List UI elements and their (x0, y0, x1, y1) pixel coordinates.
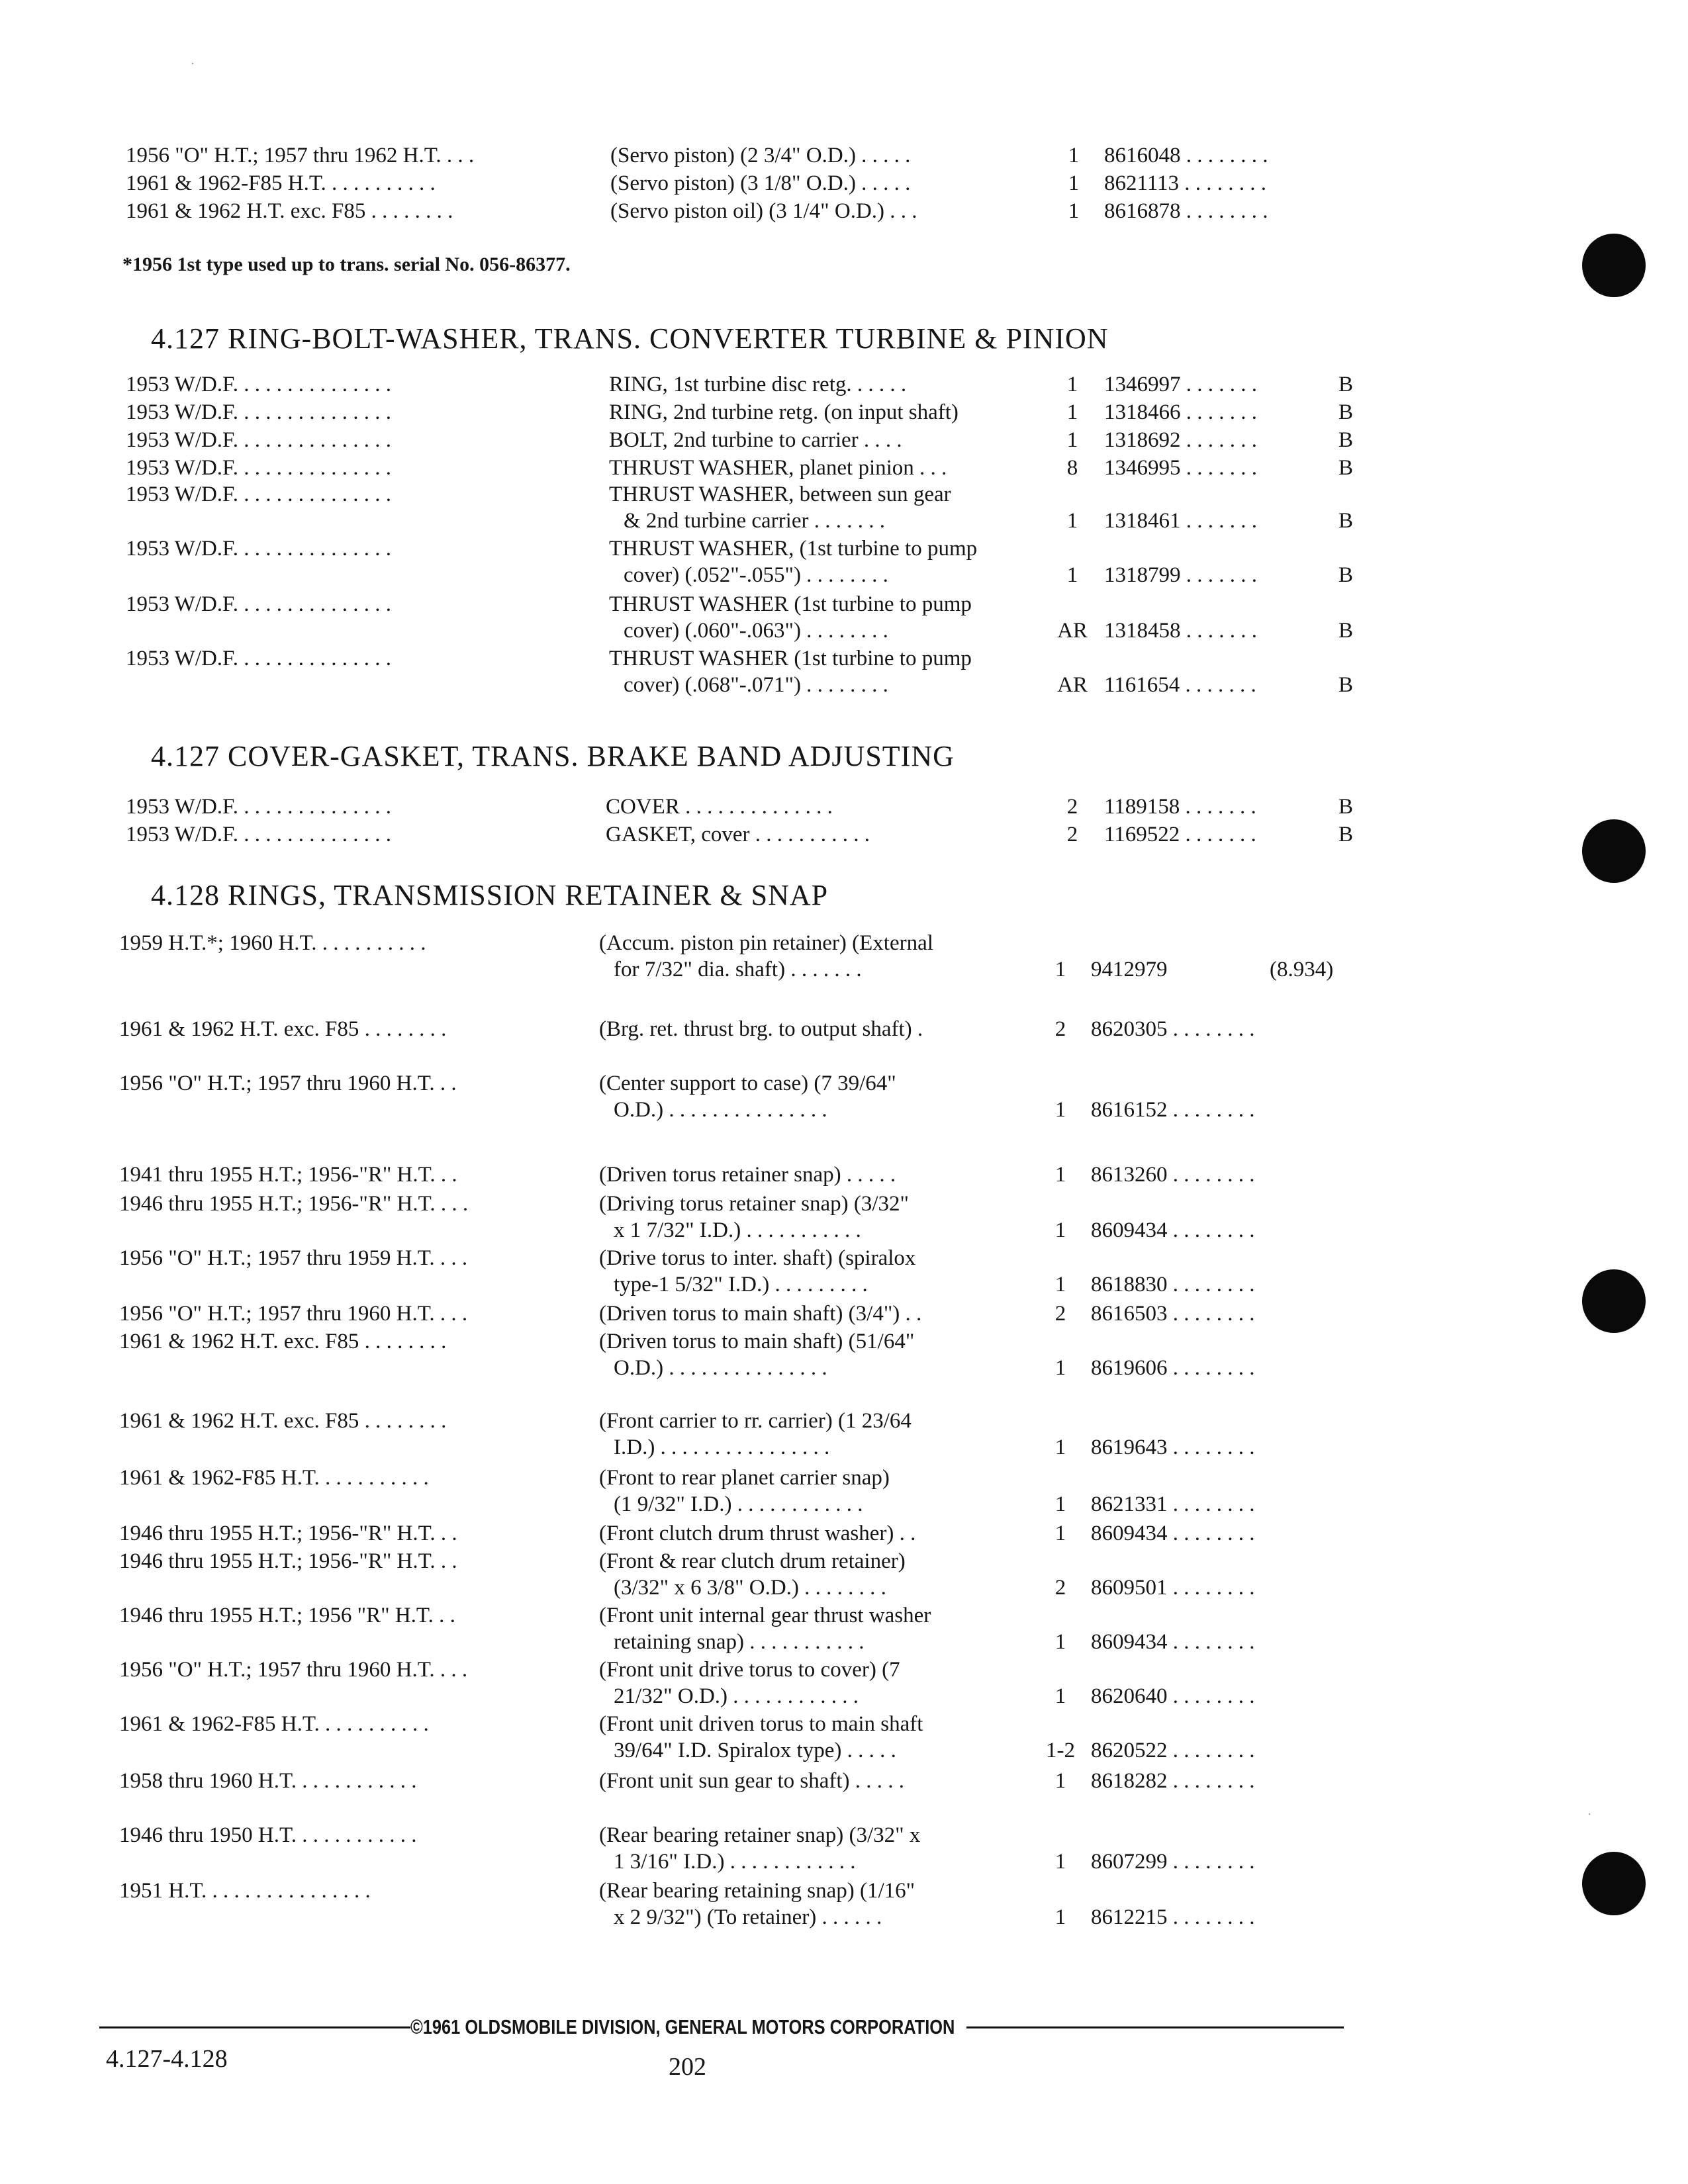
scan-speck (192, 63, 193, 64)
part-number: 8616503 . . . . . . . . (1091, 1302, 1255, 1326)
part-description: (Drive torus to inter. shaft) (spiralox (599, 1246, 916, 1270)
part-description: THRUST WASHER (1st turbine to pump (609, 647, 972, 670)
quantity: 1 (1055, 1630, 1066, 1654)
part-number: 1318461 . . . . . . . (1104, 509, 1257, 533)
model-years: 1961 & 1962 H.T. exc. F85 . . . . . . . . (126, 199, 453, 223)
quantity: 1 (1068, 144, 1080, 167)
part-number: 9412979 (1091, 958, 1168, 981)
quantity: AR (1057, 673, 1088, 697)
parts-row (0, 1655, 1688, 1708)
part-description: (Front to rear planet carrier snap) (599, 1466, 890, 1490)
parts-row (0, 1876, 1688, 1929)
model-years: 1946 thru 1955 H.T.; 1956 "R" H.T. . . (119, 1604, 455, 1627)
source-code: B (1338, 456, 1354, 480)
parts-row (0, 1766, 1688, 1796)
part-description: (Front carrier to rr. carrier) (1 23/64 (599, 1409, 912, 1433)
quantity: 1 (1055, 1905, 1066, 1929)
part-description: (Front & rear clutch drum retainer) (599, 1549, 906, 1573)
part-number: 1161654 . . . . . . . (1104, 673, 1256, 697)
quantity: 2 (1055, 1017, 1066, 1041)
part-description: RING, 1st turbine disc retg. . . . . . (609, 373, 907, 396)
parts-row (0, 369, 1688, 400)
part-description: (Center support to case) (7 39/64" (599, 1071, 896, 1095)
parts-row (0, 425, 1688, 455)
model-years: 1946 thru 1955 H.T.; 1956-"R" H.T. . . . (119, 1192, 469, 1216)
part-number: 1189158 . . . . . . . (1104, 795, 1256, 819)
source-code: B (1338, 823, 1354, 846)
part-number: 8616152 . . . . . . . . (1091, 1098, 1255, 1122)
parts-row (0, 1820, 1688, 1874)
parts-row (0, 533, 1688, 587)
parts-row (0, 196, 1688, 226)
quantity: 1 (1055, 1356, 1066, 1380)
model-years: 1961 & 1962-F85 H.T. . . . . . . . . . . (126, 171, 436, 195)
parts-row (0, 397, 1688, 428)
part-description: THRUST WASHER, (1st turbine to pump (609, 537, 978, 561)
part-number: 8612215 . . . . . . . . (1091, 1905, 1255, 1929)
quantity: 2 (1055, 1302, 1066, 1326)
model-years: 1959 H.T.*; 1960 H.T. . . . . . . . . . . (119, 931, 426, 955)
part-description: 1 3/16" I.D.) . . . . . . . . . . . . (614, 1850, 856, 1874)
model-years: 1946 thru 1955 H.T.; 1956-"R" H.T. . . (119, 1549, 457, 1573)
part-description: (Driven torus to main shaft) (51/64" (599, 1330, 915, 1353)
part-description: (Servo piston oil) (3 1/4" O.D.) . . . (610, 199, 917, 223)
source-code: B (1338, 563, 1354, 587)
part-description: THRUST WASHER (1st turbine to pump (609, 592, 972, 616)
part-number: 8609434 . . . . . . . . (1091, 1522, 1255, 1545)
part-description: THRUST WASHER, planet pinion . . . (609, 456, 947, 480)
part-description: I.D.) . . . . . . . . . . . . . . . . (614, 1435, 830, 1459)
model-years: 1953 W/D.F. . . . . . . . . . . . . . . (126, 537, 392, 561)
quantity: 1 (1055, 1492, 1066, 1516)
part-description: BOLT, 2nd turbine to carrier . . . . (609, 428, 902, 452)
part-description: (Front unit drive torus to cover) (7 (599, 1658, 900, 1682)
part-number: 8609434 . . . . . . . . (1091, 1630, 1255, 1654)
parts-row (0, 792, 1688, 822)
part-description: THRUST WASHER, between sun gear (609, 482, 951, 506)
quantity: 1 (1066, 509, 1078, 533)
quantity: 1 (1055, 1098, 1066, 1122)
part-number: 1318692 . . . . . . . (1104, 428, 1257, 452)
part-description: & 2nd turbine carrier . . . . . . . (624, 509, 885, 533)
part-number: 8621331 . . . . . . . . (1091, 1492, 1255, 1516)
part-description: (Driving torus retainer snap) (3/32" (599, 1192, 910, 1216)
parts-row (0, 1518, 1688, 1549)
part-number: 8620305 . . . . . . . . (1091, 1017, 1255, 1041)
part-number: 8618830 . . . . . . . . (1091, 1273, 1255, 1297)
quantity: 1 (1066, 373, 1078, 396)
source-code: B (1338, 400, 1354, 424)
source-code: B (1338, 619, 1354, 643)
punch-hole (1582, 234, 1646, 297)
model-years: 1953 W/D.F. . . . . . . . . . . . . . . (126, 795, 392, 819)
part-description: (Front unit internal gear thrust washer (599, 1604, 931, 1627)
section-heading: 4.127 COVER-GASKET, TRANS. BRAKE BAND ADJUSTING (151, 740, 955, 772)
part-description: (Brg. ret. thrust brg. to output shaft) . (599, 1017, 923, 1041)
part-description: 39/64" I.D. Spiralox type) . . . . . (614, 1739, 896, 1762)
source-code: B (1338, 795, 1354, 819)
part-description: cover) (.060"-.063") . . . . . . . . (624, 619, 888, 643)
part-description: (3/32" x 6 3/8" O.D.) . . . . . . . . (614, 1576, 886, 1600)
model-years: 1953 W/D.F. . . . . . . . . . . . . . . (126, 823, 392, 846)
parts-row (0, 589, 1688, 643)
model-years: 1941 thru 1955 H.T.; 1956-"R" H.T. . . (119, 1163, 457, 1187)
part-description: cover) (.068"-.071") . . . . . . . . (624, 673, 888, 697)
parts-row (0, 643, 1688, 697)
quantity: 1 (1055, 1769, 1066, 1793)
part-description: (Rear bearing retainer snap) (3/32" x (599, 1823, 921, 1847)
quantity: AR (1057, 619, 1088, 643)
parts-row (0, 1014, 1688, 1044)
part-description: (Servo piston) (3 1/8" O.D.) . . . . . (610, 171, 911, 195)
punch-hole (1582, 1269, 1646, 1333)
parts-row (0, 1189, 1688, 1242)
parts-row (0, 1298, 1688, 1329)
part-number: 8613260 . . . . . . . . (1091, 1163, 1255, 1187)
model-years: 1961 & 1962-F85 H.T. . . . . . . . . . . (119, 1466, 429, 1490)
part-description: RING, 2nd turbine retg. (on input shaft) (609, 400, 959, 424)
part-number: 1346995 . . . . . . . (1104, 456, 1257, 480)
section-heading: 4.128 RINGS, TRANSMISSION RETAINER & SNAP (151, 879, 829, 911)
part-description: (Accum. piston pin retainer) (External (599, 931, 933, 955)
model-years: 1953 W/D.F. . . . . . . . . . . . . . . (126, 456, 392, 480)
source-code: B (1338, 673, 1354, 697)
part-number: 8607299 . . . . . . . . (1091, 1850, 1255, 1874)
quantity: 1 (1055, 1273, 1066, 1297)
parts-row (0, 140, 1688, 171)
plate-reference: (8.934) (1270, 958, 1334, 981)
quantity: 8 (1066, 456, 1078, 480)
model-years: 1956 "O" H.T.; 1957 thru 1962 H.T. . . . (126, 144, 475, 167)
model-years: 1946 thru 1950 H.T. . . . . . . . . . . . (119, 1823, 417, 1847)
part-description: type-1 5/32" I.D.) . . . . . . . . . (614, 1273, 868, 1297)
part-description: O.D.) . . . . . . . . . . . . . . . (614, 1098, 827, 1122)
part-number: 8616048 . . . . . . . . (1104, 144, 1268, 167)
model-years: 1953 W/D.F. . . . . . . . . . . . . . . (126, 400, 392, 424)
section-heading: 4.127 RING-BOLT-WASHER, TRANS. CONVERTER TURBINE & PINION (151, 322, 1109, 355)
parts-row (0, 1326, 1688, 1380)
section-reference: 4.127-4.128 (106, 2045, 228, 2073)
part-number: 8618282 . . . . . . . . (1091, 1769, 1255, 1793)
part-description: (Servo piston) (2 3/4" O.D.) . . . . . (610, 144, 911, 167)
model-years: 1946 thru 1955 H.T.; 1956-"R" H.T. . . (119, 1522, 457, 1545)
parts-row (0, 479, 1688, 533)
quantity: 1 (1066, 428, 1078, 452)
part-number: 8621113 . . . . . . . . (1104, 171, 1267, 195)
model-years: 1951 H.T. . . . . . . . . . . . . . . . (119, 1879, 371, 1903)
part-number: 8609434 . . . . . . . . (1091, 1218, 1255, 1242)
part-number: 1346997 . . . . . . . (1104, 373, 1257, 396)
part-number: 8616878 . . . . . . . . (1104, 199, 1268, 223)
model-years: 1961 & 1962 H.T. exc. F85 . . . . . . . . (119, 1017, 447, 1041)
part-description: GASKET, cover . . . . . . . . . . . (606, 823, 870, 846)
model-years: 1961 & 1962-F85 H.T. . . . . . . . . . . (119, 1712, 429, 1736)
part-description: (1 9/32" I.D.) . . . . . . . . . . . . (614, 1492, 863, 1516)
part-number: 8620522 . . . . . . . . (1091, 1739, 1255, 1762)
model-years: 1956 "O" H.T.; 1957 thru 1960 H.T. . . (119, 1071, 457, 1095)
model-years: 1953 W/D.F. . . . . . . . . . . . . . . (126, 647, 392, 670)
footer-rule-left (99, 2026, 410, 2028)
model-years: 1961 & 1962 H.T. exc. F85 . . . . . . . . (119, 1330, 447, 1353)
parts-row (0, 1600, 1688, 1654)
footnote: *1956 1st type used up to trans. serial No. 056-86377. (122, 253, 571, 275)
quantity: 2 (1055, 1576, 1066, 1600)
part-description: (Driven torus retainer snap) . . . . . (599, 1163, 896, 1187)
part-description: (Front clutch drum thrust washer) . . (599, 1522, 916, 1545)
quantity: 1 (1055, 1684, 1066, 1708)
quantity: 2 (1066, 795, 1078, 819)
quantity: 1 (1055, 1850, 1066, 1874)
quantity: 1 (1066, 400, 1078, 424)
part-number: 8620640 . . . . . . . . (1091, 1684, 1255, 1708)
part-description: (Front unit driven torus to main shaft (599, 1712, 923, 1736)
quantity: 1 (1055, 1163, 1066, 1187)
model-years: 1953 W/D.F. . . . . . . . . . . . . . . (126, 482, 392, 506)
parts-row (0, 1243, 1688, 1297)
part-description: x 1 7/32" I.D.) . . . . . . . . . . . (614, 1218, 861, 1242)
quantity: 1 (1055, 1218, 1066, 1242)
part-number: 1169522 . . . . . . . (1104, 823, 1256, 846)
page-number: 202 (669, 2053, 706, 2081)
part-description: 21/32" O.D.) . . . . . . . . . . . . (614, 1684, 859, 1708)
model-years: 1953 W/D.F. . . . . . . . . . . . . . . (126, 428, 392, 452)
punch-hole (1582, 1852, 1646, 1915)
quantity: 1-2 (1046, 1739, 1075, 1762)
parts-row (0, 1160, 1688, 1190)
part-number: 1318466 . . . . . . . (1104, 400, 1257, 424)
quantity: 1 (1066, 563, 1078, 587)
model-years: 1953 W/D.F. . . . . . . . . . . . . . . (126, 373, 392, 396)
copyright-notice: ©1961 OLDSMOBILE DIVISION, GENERAL MOTORS CORPORATION (410, 2015, 955, 2038)
scan-speck (1589, 1813, 1590, 1815)
parts-row (0, 168, 1688, 199)
source-code: B (1338, 509, 1354, 533)
parts-row (0, 1546, 1688, 1600)
part-number: 1318458 . . . . . . . (1104, 619, 1257, 643)
part-description: COVER . . . . . . . . . . . . . . (606, 795, 833, 819)
part-description: (Driven torus to main shaft) (3/4") . . (599, 1302, 922, 1326)
part-description: retaining snap) . . . . . . . . . . . (614, 1630, 865, 1654)
model-years: 1956 "O" H.T.; 1957 thru 1960 H.T. . . . (119, 1302, 468, 1326)
part-description: for 7/32" dia. shaft) . . . . . . . (614, 958, 862, 981)
source-code: B (1338, 428, 1354, 452)
quantity: 1 (1068, 199, 1080, 223)
quantity: 2 (1066, 823, 1078, 846)
model-years: 1953 W/D.F. . . . . . . . . . . . . . . (126, 592, 392, 616)
quantity: 1 (1055, 1435, 1066, 1459)
quantity: 1 (1055, 1522, 1066, 1545)
part-description: cover) (.052"-.055") . . . . . . . . (624, 563, 888, 587)
parts-row (0, 928, 1688, 981)
quantity: 1 (1068, 171, 1080, 195)
part-number: 8619606 . . . . . . . . (1091, 1356, 1255, 1380)
part-description: (Front unit sun gear to shaft) . . . . . (599, 1769, 905, 1793)
parts-row (0, 1406, 1688, 1459)
model-years: 1956 "O" H.T.; 1957 thru 1959 H.T. . . . (119, 1246, 468, 1270)
part-description: x 2 9/32") (To retainer) . . . . . . (614, 1905, 882, 1929)
model-years: 1958 thru 1960 H.T. . . . . . . . . . . . (119, 1769, 417, 1793)
parts-row (0, 819, 1688, 850)
model-years: 1956 "O" H.T.; 1957 thru 1960 H.T. . . . (119, 1658, 468, 1682)
part-description: (Rear bearing retaining snap) (1/16" (599, 1879, 915, 1903)
punch-hole (1582, 819, 1646, 883)
part-number: 8609501 . . . . . . . . (1091, 1576, 1255, 1600)
model-years: 1961 & 1962 H.T. exc. F85 . . . . . . . . (119, 1409, 447, 1433)
footer-rule-right (966, 2026, 1344, 2028)
part-description: O.D.) . . . . . . . . . . . . . . . (614, 1356, 827, 1380)
part-number: 8619643 . . . . . . . . (1091, 1435, 1255, 1459)
quantity: 1 (1055, 958, 1066, 981)
parts-row (0, 1068, 1688, 1122)
parts-row (0, 1709, 1688, 1762)
parts-row (0, 1463, 1688, 1516)
source-code: B (1338, 373, 1354, 396)
part-number: 1318799 . . . . . . . (1104, 563, 1257, 587)
